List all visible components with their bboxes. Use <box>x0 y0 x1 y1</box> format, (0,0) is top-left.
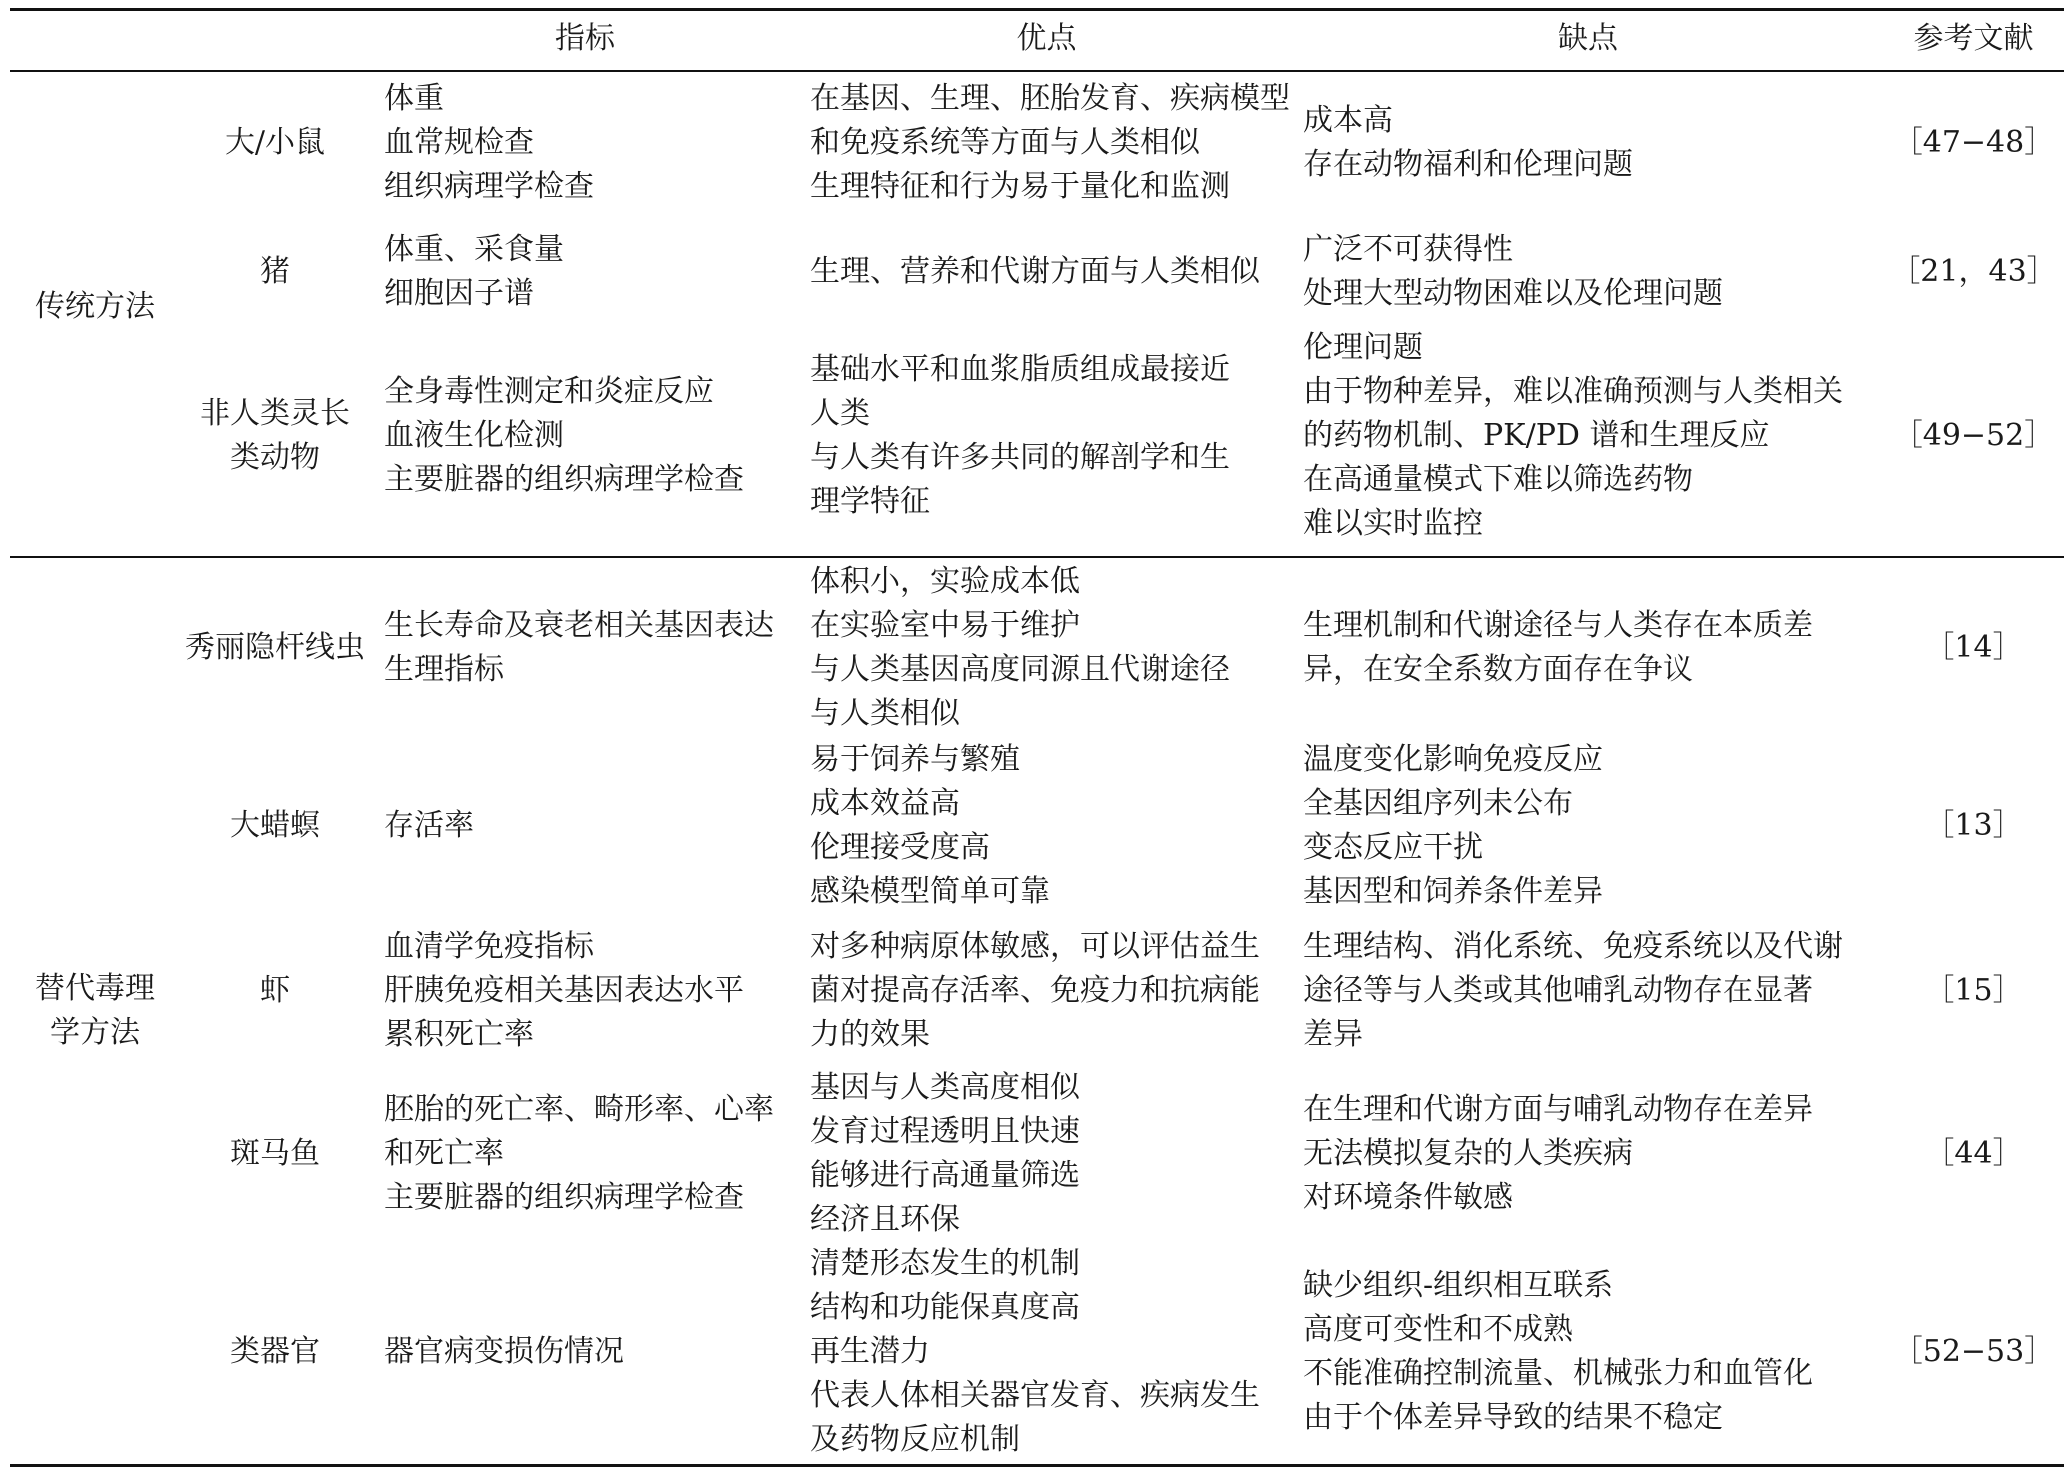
cell-line: 类动物 <box>230 440 320 475</box>
model-name <box>180 1066 370 1242</box>
bottom-rule <box>10 1464 2064 1467</box>
indicator-cell <box>370 1242 800 1462</box>
cell-line: 由于物种差异，难以准确预测与人类相关 <box>1303 374 1843 409</box>
cell-line: 生理结构、消化系统、免疫系统以及代谢 <box>1303 929 1843 964</box>
header-row <box>10 10 2064 68</box>
comparison-table <box>10 10 2064 1462</box>
cell-line: 广泛不可获得性 <box>1303 232 1513 267</box>
cell-line: 处理大型动物困难以及伦理问题 <box>1303 276 1723 311</box>
header-indicator: 指标 <box>555 21 615 56</box>
cell-line: 基础水平和血浆脂质组成最接近 <box>810 352 1230 387</box>
cell-line: 体重、采食量 <box>384 232 564 267</box>
cell-line: 和死亡率 <box>384 1136 504 1171</box>
advantage-cell <box>800 68 1293 218</box>
model-name <box>180 218 370 326</box>
cell-line: 血常规检查 <box>384 125 534 160</box>
cell-line: 力的效果 <box>810 1017 930 1052</box>
cell-line: 血液生化检测 <box>384 418 564 453</box>
table-body <box>10 68 2064 1462</box>
indicator-cell <box>370 736 800 916</box>
disadvantage-cell <box>1293 560 1883 736</box>
advantage-cell <box>800 736 1293 916</box>
header-group <box>10 10 180 68</box>
cell-line: 虾 <box>260 973 290 1008</box>
cell-line: 胚胎的死亡率、畸形率、心率 <box>384 1092 774 1127</box>
disadvantage-cell <box>1293 1242 1883 1462</box>
advantage-cell <box>800 218 1293 326</box>
cell-line: 变态反应干扰 <box>1303 830 1483 865</box>
cell-line: 的药物机制、PK/PD 谱和生理反应 <box>1303 418 1770 453</box>
reference-cell: ［47−48］ <box>1892 125 2055 160</box>
cell-line: 伦理问题 <box>1303 330 1423 365</box>
disadvantage-cell <box>1293 736 1883 916</box>
advantage-cell <box>800 1242 1293 1462</box>
advantage-cell <box>800 916 1293 1066</box>
reference-cell: ［13］ <box>1924 808 2023 843</box>
header-disadvantage: 缺点 <box>1558 21 1618 56</box>
cell-line: 和免疫系统等方面与人类相似 <box>810 125 1200 160</box>
cell-line: 缺少组织-组织相互联系 <box>1303 1268 1614 1303</box>
cell-line: 异，在安全系数方面存在争议 <box>1303 652 1693 687</box>
cell-line: 代表人体相关器官发育、疾病发生 <box>810 1378 1260 1413</box>
cell-line: 大/小鼠 <box>224 125 326 160</box>
cell-line: 高度可变性和不成熟 <box>1303 1312 1573 1347</box>
cell-line: 不能准确控制流量、机械张力和血管化 <box>1303 1356 1813 1391</box>
cell-line: 在高通量模式下难以筛选药物 <box>1303 462 1693 497</box>
reference-cell: ［21，43］ <box>1890 254 2057 289</box>
model-name <box>180 916 370 1066</box>
cell-line: 血清学免疫指标 <box>384 929 594 964</box>
cell-line: 器官病变损伤情况 <box>384 1334 624 1369</box>
model-name <box>180 736 370 916</box>
cell-line: 结构和功能保真度高 <box>810 1290 1080 1325</box>
indicator-cell <box>370 326 800 546</box>
cell-line: 生长寿命及衰老相关基因表达 <box>384 608 774 643</box>
cell-line: 替代毒理 <box>35 971 155 1006</box>
cell-line: 全基因组序列未公布 <box>1303 786 1573 821</box>
cell-line: 学方法 <box>50 1015 140 1050</box>
table-row <box>10 326 2064 546</box>
group-separator <box>10 546 2064 560</box>
header-reference: 参考文献 <box>1913 21 2034 56</box>
cell-line: 在基因、生理、胚胎发育、疾病模型 <box>810 81 1290 116</box>
advantage-cell <box>800 326 1293 546</box>
cell-line: 非人类灵长 <box>200 396 350 431</box>
reference-cell: ［14］ <box>1924 630 2023 665</box>
header-advantage: 优点 <box>1016 21 1077 56</box>
cell-line: 主要脏器的组织病理学检查 <box>384 462 744 497</box>
cell-line: 与人类有许多共同的解剖学和生 <box>810 440 1230 475</box>
cell-line: 伦理接受度高 <box>810 830 990 865</box>
cell-line: 在生理和代谢方面与哺乳动物存在差异 <box>1303 1092 1813 1127</box>
cell-line: 温度变化影响免疫反应 <box>1303 742 1603 777</box>
table-row <box>10 1066 2064 1242</box>
model-name <box>180 560 370 736</box>
table-row <box>10 560 2064 736</box>
cell-line: 大蜡螟 <box>230 808 320 843</box>
cell-line: 菌对提高存活率、免疫力和抗病能 <box>810 973 1260 1008</box>
cell-line: 在实验室中易于维护 <box>810 608 1080 643</box>
header-name <box>180 10 370 68</box>
cell-line: 对多种病原体敏感，可以评估益生 <box>810 929 1260 964</box>
cell-line: 全身毒性测定和炎症反应 <box>384 374 714 409</box>
indicator-cell <box>370 1066 800 1242</box>
cell-line: 存在动物福利和伦理问题 <box>1303 147 1633 182</box>
cell-line: 清楚形态发生的机制 <box>810 1246 1080 1281</box>
cell-line: 体重 <box>384 81 444 116</box>
cell-line: 类器官 <box>230 1334 320 1369</box>
model-name <box>180 68 370 218</box>
cell-line: 能够进行高通量筛选 <box>810 1158 1080 1193</box>
cell-line: 传统方法 <box>35 289 155 324</box>
cell-line: 感染模型简单可靠 <box>810 874 1050 909</box>
indicator-cell <box>370 916 800 1066</box>
cell-line: 基因与人类高度相似 <box>810 1070 1080 1105</box>
model-name <box>180 1242 370 1462</box>
disadvantage-cell <box>1293 218 1883 326</box>
cell-line: 与人类基因高度同源且代谢途径 <box>810 652 1230 687</box>
indicator-cell <box>370 218 800 326</box>
indicator-cell <box>370 68 800 218</box>
model-name <box>180 326 370 546</box>
group-label <box>10 68 180 546</box>
cell-line: 理学特征 <box>810 484 930 519</box>
disadvantage-cell <box>1293 1066 1883 1242</box>
table-row <box>10 218 2064 326</box>
cell-line: 人类 <box>810 396 870 431</box>
separator-cell <box>10 546 2064 560</box>
group-label <box>10 560 180 1462</box>
cell-line: 发育过程透明且快速 <box>810 1114 1080 1149</box>
cell-line: 再生潜力 <box>810 1334 930 1369</box>
reference-cell: ［52−53］ <box>1892 1334 2055 1369</box>
table-row <box>10 68 2064 218</box>
cell-line: 细胞因子谱 <box>384 276 534 311</box>
cell-line: 差异 <box>1303 1017 1363 1052</box>
cell-line: 猪 <box>260 254 290 289</box>
cell-line: 生理机制和代谢途径与人类存在本质差 <box>1303 608 1813 643</box>
cell-line: 秀丽隐杆线虫 <box>185 630 365 665</box>
cell-line: 生理、营养和代谢方面与人类相似 <box>810 254 1260 289</box>
cell-line: 易于饲养与繁殖 <box>810 742 1020 777</box>
cell-line: 由于个体差异导致的结果不稳定 <box>1303 1400 1723 1435</box>
cell-line: 组织病理学检查 <box>384 169 594 204</box>
table-row <box>10 736 2064 916</box>
cell-line: 及药物反应机制 <box>810 1422 1020 1457</box>
cell-line: 生理指标 <box>384 652 504 687</box>
cell-line: 体积小，实验成本低 <box>810 564 1080 599</box>
cell-line: 生理特征和行为易于量化和监测 <box>810 169 1230 204</box>
cell-line: 经济且环保 <box>810 1202 960 1237</box>
advantage-cell <box>800 1066 1293 1242</box>
reference-cell: ［49−52］ <box>1892 418 2055 453</box>
cell-line: 斑马鱼 <box>230 1136 320 1171</box>
cell-line: 成本高 <box>1303 103 1393 138</box>
advantage-cell <box>800 560 1293 736</box>
cell-line: 与人类相似 <box>810 696 960 731</box>
reference-cell: ［15］ <box>1924 973 2023 1008</box>
cell-line: 无法模拟复杂的人类疾病 <box>1303 1136 1633 1171</box>
cell-line: 基因型和饲养条件差异 <box>1303 874 1603 909</box>
cell-line: 途径等与人类或其他哺乳动物存在显著 <box>1303 973 1813 1008</box>
table-row <box>10 916 2064 1066</box>
cell-line: 肝胰免疫相关基因表达水平 <box>384 973 744 1008</box>
cell-line: 难以实时监控 <box>1303 506 1483 541</box>
cell-line: 主要脏器的组织病理学检查 <box>384 1180 744 1215</box>
cell-line: 存活率 <box>384 808 474 843</box>
cell-line: 对环境条件敏感 <box>1303 1180 1513 1215</box>
reference-cell: ［44］ <box>1924 1136 2023 1171</box>
disadvantage-cell <box>1293 916 1883 1066</box>
cell-line: 累积死亡率 <box>384 1017 534 1052</box>
disadvantage-cell <box>1293 68 1883 218</box>
cell-line: 成本效益高 <box>810 786 960 821</box>
disadvantage-cell <box>1293 326 1883 546</box>
indicator-cell <box>370 560 800 736</box>
table-row <box>10 1242 2064 1462</box>
